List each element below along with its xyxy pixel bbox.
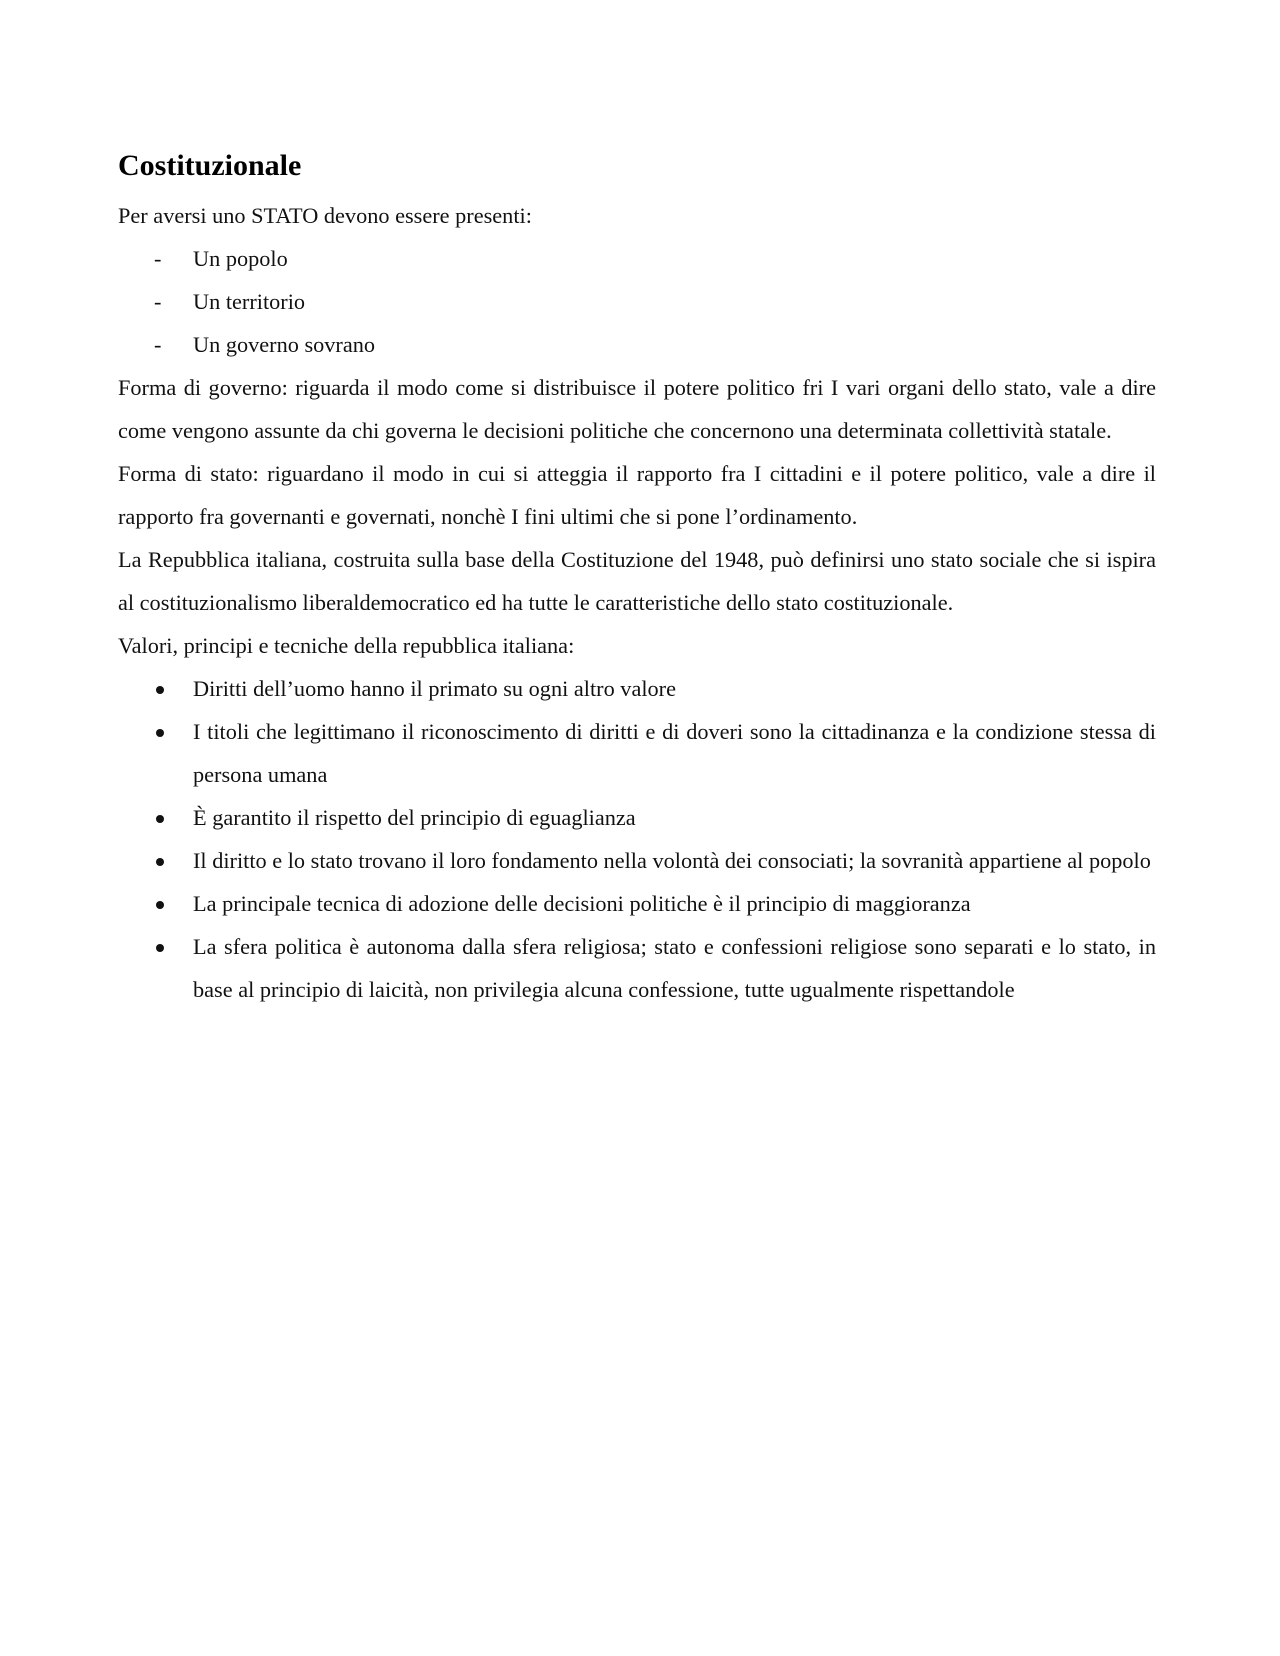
- dash-marker: -: [154, 246, 162, 271]
- forma-di-stato-paragraph: Forma di stato: riguardano il modo in cui si atteggia il rapporto fra I cittadini e il potere politico, vale a dire il rapporto fra governanti e governati, nonchè I fini ultimi che si pone l’ordinamento.: [118, 461, 1156, 529]
- dash-item-text: Un popolo: [193, 246, 288, 271]
- valori-intro-paragraph: Valori, principi e tecniche della repubblica italiana:: [118, 633, 575, 658]
- dash-list-item: [118, 237, 1156, 280]
- bullet-list-item: [118, 667, 1156, 710]
- bullet-dot-icon: [156, 858, 164, 866]
- bullet-list-item: [118, 796, 1156, 839]
- document-body: [118, 146, 1156, 1011]
- bullet-item-text: La sfera politica è autonoma dalla sfera religiosa; stato e confessioni religiose sono separati e lo stato, in base al principio di laicità, non privilegia alcuna confessione, tutte ugualmente rispettandole: [193, 934, 1156, 1002]
- intro-paragraph: Per aversi uno STATO devono essere presenti:: [118, 203, 532, 228]
- bullet-item-text: I titoli che legittimano il riconoscimento di diritti e di doveri sono la cittadinanza e la condizione stessa di persona umana: [193, 719, 1156, 787]
- bullet-dot-icon: [156, 686, 164, 694]
- dash-list: [118, 237, 1156, 366]
- bullet-item-text: Il diritto e lo stato trovano il loro fondamento nella volontà dei consociati; la sovranità appartiene al popolo: [193, 848, 1151, 873]
- dash-item-text: Un territorio: [193, 289, 306, 314]
- bullet-dot-icon: [156, 944, 164, 952]
- bullet-dot-icon: [156, 729, 164, 737]
- bullet-dot-icon: [156, 815, 164, 823]
- bullet-item-text: Diritti dell’uomo hanno il primato su ogni altro valore: [193, 676, 677, 701]
- bullet-list-item: [118, 925, 1156, 1011]
- bullet-item-text: La principale tecnica di adozione delle decisioni politiche è il principio di maggioranza: [193, 891, 971, 916]
- forma-di-governo-paragraph: Forma di governo: riguarda il modo come si distribuisce il potere politico fri I vari organi dello stato, vale a dire come vengono assunte da chi governa le decisioni politiche che concernono una determinata collettività statale.: [118, 375, 1156, 443]
- bullet-dot-icon: [156, 901, 164, 909]
- dash-list-item: [118, 280, 1156, 323]
- bullet-item-text: È garantito il rispetto del principio di eguaglianza: [193, 805, 636, 830]
- bullet-list: [118, 667, 1156, 1011]
- document-title: Costituzionale: [118, 149, 302, 182]
- bullet-list-item: [118, 839, 1156, 882]
- dash-marker: -: [154, 289, 162, 314]
- repubblica-paragraph: La Repubblica italiana, costruita sulla base della Costituzione del 1948, può definirsi uno stato sociale che si ispira al costituzionalismo liberaldemocratico ed ha tutte le caratteristiche dello stato costituzionale.: [118, 547, 1156, 615]
- bullet-list-item: [118, 882, 1156, 925]
- bullet-list-item: [118, 710, 1156, 796]
- dash-list-item: [118, 323, 1156, 366]
- dash-marker: -: [154, 332, 162, 357]
- dash-item-text: Un governo sovrano: [193, 332, 376, 357]
